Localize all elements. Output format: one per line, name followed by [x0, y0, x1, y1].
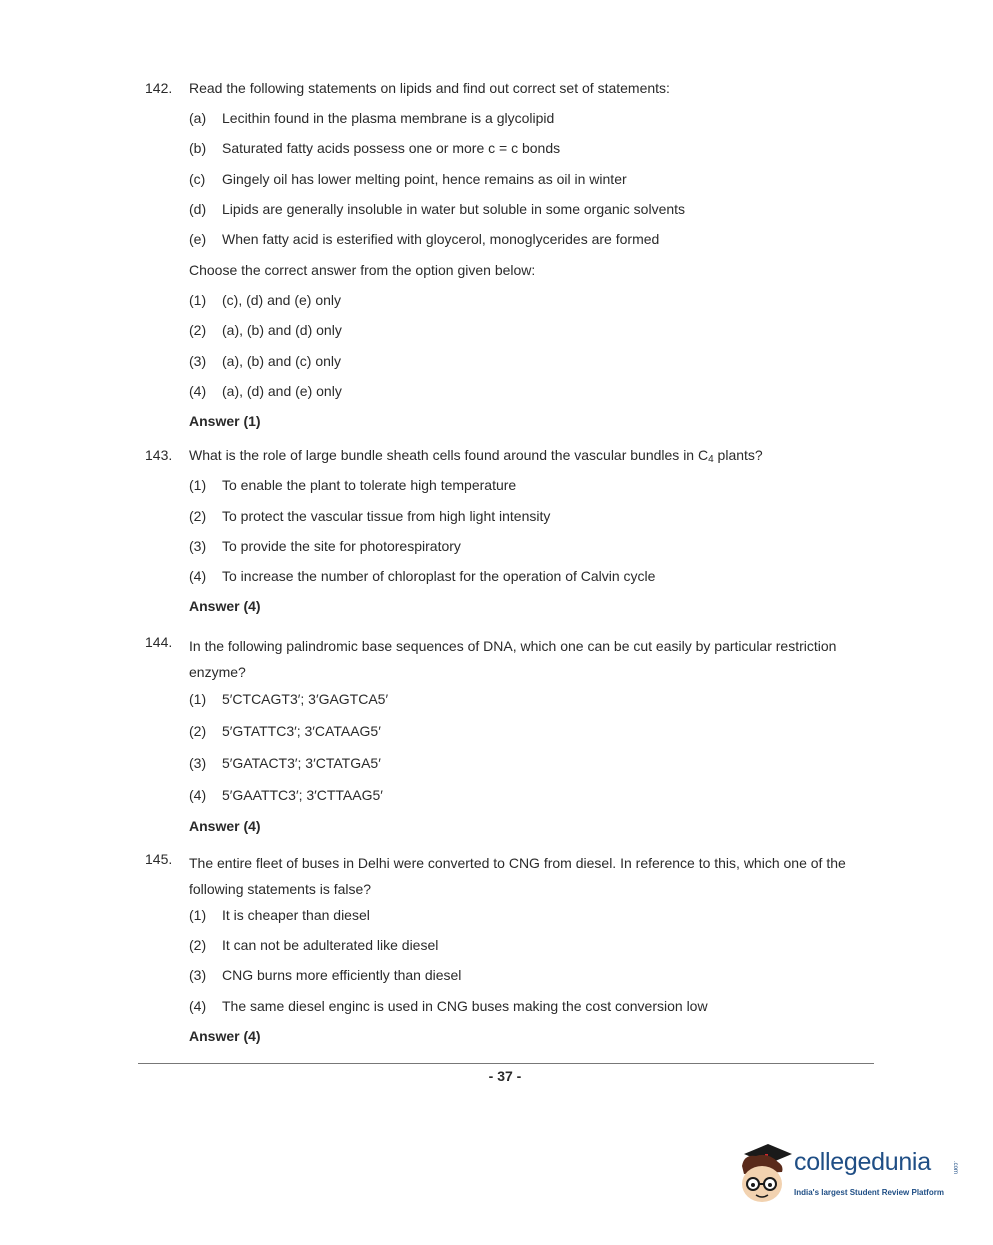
- statement-label: (c): [189, 171, 206, 187]
- option-text: 5′CTCAGT3′; 3′GAGTCA5′: [222, 691, 389, 707]
- option-label: (4): [189, 383, 207, 399]
- question-text: Read the following statements on lipids and find out correct set of statements:: [189, 80, 670, 96]
- option-text: It can not be adulterated like diesel: [222, 937, 439, 953]
- option-text: CNG burns more efficiently than diesel: [222, 967, 462, 983]
- option-label: (4): [189, 787, 207, 803]
- option-label: (3): [189, 755, 207, 771]
- option-label: (3): [189, 353, 207, 369]
- brand-logo[interactable]: [738, 1140, 963, 1210]
- statement-text: Gingely oil has lower melting point, hence remains as oil in winter: [222, 171, 627, 187]
- option-text: It is cheaper than diesel: [222, 907, 370, 923]
- page-number: - 37 -: [488, 1068, 522, 1084]
- option-text: To provide the site for photorespiratory: [222, 538, 461, 554]
- option-text: To protect the vascular tissue from high light intensity: [222, 508, 551, 524]
- answer-text: Answer (4): [189, 1028, 261, 1044]
- option-label: (3): [189, 967, 207, 983]
- option-text: To enable the plant to tolerate high temperature: [222, 477, 517, 493]
- option-label: (2): [189, 937, 207, 953]
- option-text: 5′GTATTC3′; 3′CATAAG5′: [222, 723, 381, 739]
- question-number: 144.: [145, 634, 173, 650]
- brand-suffix: .com: [952, 1161, 958, 1175]
- option-text: (a), (d) and (e) only: [222, 383, 342, 399]
- question-number: 145.: [145, 851, 173, 867]
- statement-text: Saturated fatty acids possess one or more c = c bonds: [222, 140, 561, 156]
- statement-label: (e): [189, 231, 207, 247]
- statement-label: (b): [189, 140, 207, 156]
- statement-text: Lipids are generally insoluble in water but soluble in some organic solvents: [222, 201, 686, 217]
- option-label: (1): [189, 292, 207, 308]
- instruction-text: Choose the correct answer from the option given below:: [189, 262, 536, 278]
- statement-label: (a): [189, 110, 207, 126]
- footer-divider: [138, 1063, 874, 1064]
- question-number: 142.: [145, 80, 173, 96]
- option-text: The same diesel enginc is used in CNG buses making the cost conversion low: [222, 998, 708, 1014]
- statement-text: Lecithin found in the plasma membrane is a glycolipid: [222, 110, 555, 126]
- option-label: (1): [189, 691, 207, 707]
- answer-text: Answer (4): [189, 818, 261, 834]
- option-text: (c), (d) and (e) only: [222, 292, 342, 308]
- option-label: (4): [189, 568, 207, 584]
- option-label: (1): [189, 907, 207, 923]
- option-text: 5′GAATTC3′; 3′CTTAAG5′: [222, 787, 383, 803]
- option-text: To increase the number of chloroplast for the operation of Calvin cycle: [222, 568, 656, 584]
- question-text: In the following palindromic base sequences of DNA, which one can be cut easily by particular restriction enzyme?: [189, 638, 837, 680]
- option-label: (1): [189, 477, 207, 493]
- question-number: 143.: [145, 447, 173, 463]
- option-label: (2): [189, 322, 207, 338]
- mascot-icon: [738, 1140, 794, 1210]
- option-text: (a), (b) and (c) only: [222, 353, 342, 369]
- option-label: (2): [189, 508, 207, 524]
- statement-text: When fatty acid is esterified with gloycerol, monoglycerides are formed: [222, 231, 660, 247]
- question-text: What is the role of large bundle sheath cells found around the vascular bundles in $C_4$ plants?: [189, 447, 763, 465]
- brand-tagline: India's largest Student Review Platform: [794, 1188, 944, 1197]
- answer-text: Answer (4): [189, 598, 261, 614]
- option-label: (3): [189, 538, 207, 554]
- question-text: The entire fleet of buses in Delhi were converted to CNG from diesel. In reference to this, which one of the following statements is false?: [189, 855, 846, 897]
- statement-label: (d): [189, 201, 207, 217]
- option-label: (2): [189, 723, 207, 739]
- brand-name: collegedunia: [794, 1148, 931, 1176]
- answer-text: Answer (1): [189, 413, 261, 429]
- option-label: (4): [189, 998, 207, 1014]
- option-text: 5′GATACT3′; 3′CTATGA5′: [222, 755, 381, 771]
- option-text: (a), (b) and (d) only: [222, 322, 342, 338]
- subscript: 4: [708, 454, 714, 465]
